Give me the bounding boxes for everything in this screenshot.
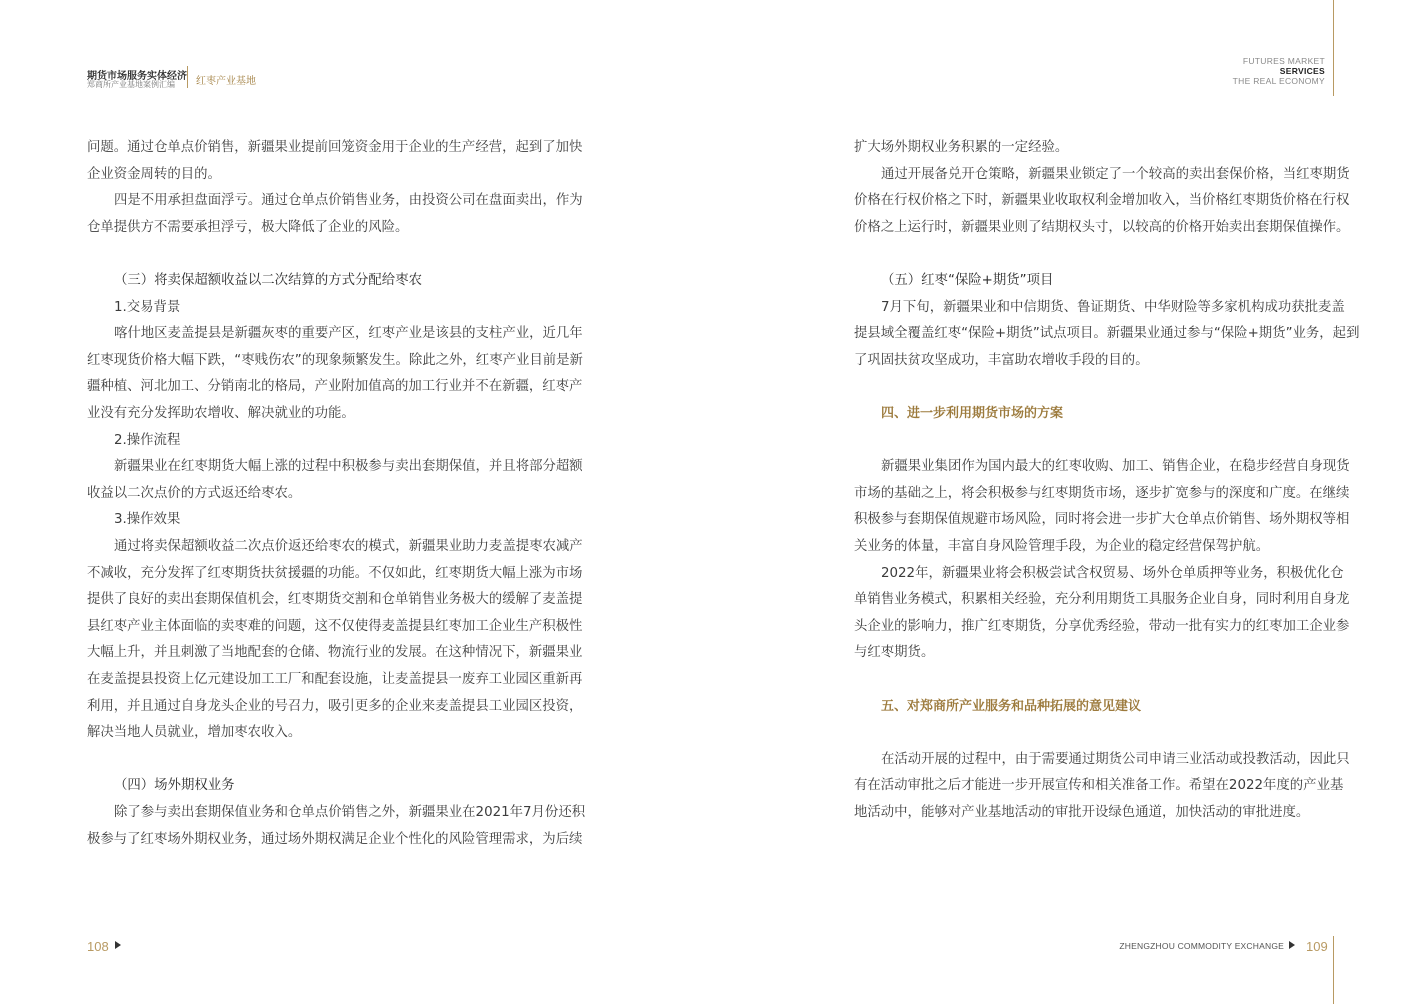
paragraph-line: 红枣现货价格大幅下跌，“枣贱伤农”的现象频繁发生。除此之外，红枣产业目前是新	[87, 353, 583, 368]
section-heading: 四、进一步利用期货市场的方案	[881, 406, 1064, 421]
section-heading: （三）将卖保超额收益以二次结算的方式分配给枣农	[114, 273, 422, 288]
paragraph-line: 四是不用承担盘面浮亏。通过仓单点价销售业务，由投资公司在盘面卖出，作为	[114, 193, 583, 208]
paragraph-line: 不减收，充分发挥了红枣期货扶贫援疆的功能。不仅如此，红枣期货大幅上涨为市场	[87, 566, 583, 581]
paragraph-line: 关业务的体量，丰富自身风险管理手段，为企业的稳定经营保驾护航。	[854, 539, 1270, 554]
paragraph-line: 疆种植、河北加工、分销南北的格局，产业附加值高的加工行业并不在新疆，红枣产	[87, 379, 583, 394]
right-edge-rule-bottom	[1333, 936, 1334, 1004]
paragraph-line: 积极参与套期保值规避市场风险，同时将会进一步扩大仓单点价销售、场外期权等相	[854, 512, 1350, 527]
paragraph-line: 在麦盖提县投资上亿元建设加工工厂和配套设施，让麦盖提县一废弃工业园区重新再	[87, 672, 583, 687]
series-title-line1: FUTURES MARKET	[1242, 56, 1325, 66]
header-divider	[187, 66, 188, 88]
paragraph-line: 新疆果业集团作为国内最大的红枣收购、加工、销售企业，在稳步经营自身现货	[881, 459, 1350, 474]
section-heading: 五、对郑商所产业服务和品种拓展的意见建议	[881, 699, 1142, 714]
series-title-line3: THE REAL ECONOMY	[1232, 76, 1325, 86]
series-title-line2: SERVICES	[1279, 66, 1325, 76]
paragraph-line: 除了参与卖出套期保值业务和仓单点价销售之外，新疆果业在2021年7月份还积	[114, 805, 586, 820]
paragraph-line: 与红枣期货。	[854, 645, 935, 660]
paragraph-line: 喀什地区麦盖提县是新疆灰枣的重要产区，红枣产业是该县的支柱产业，近几年	[114, 326, 583, 341]
paragraph-line: 收益以二次点价的方式返还给枣农。	[87, 486, 302, 501]
book-title: 期货市场服务实体经济	[87, 71, 187, 82]
paragraph-line: 提县域全覆盖红枣“保险+期货”试点项目。新疆果业通过参与“保险+期货”业务，起到	[854, 326, 1360, 341]
paragraph-line: 单销售业务模式，积累相关经验，充分利用期货工具服务企业自身，同时利用自身龙	[854, 592, 1350, 607]
paragraph-line: 2022年，新疆果业将会积极尝试含权贸易、场外仓单质押等业务，积极优化仓	[881, 566, 1344, 581]
paragraph-line: 了巩固扶贫攻坚成功，丰富助农增收手段的目的。	[854, 353, 1149, 368]
paragraph-line: 通过开展备兑开仓策略，新疆果业锁定了一个较高的卖出套保价格，当红枣期货	[881, 167, 1350, 182]
section-label: 红枣产业基地	[196, 76, 256, 87]
paragraph-line: 价格在行权价格之下时，新疆果业收取权利金增加收入，当价格红枣期货价格在行权	[854, 193, 1350, 208]
paragraph-line: 仓单提供方不需要承担浮亏，极大降低了企业的风险。	[87, 220, 409, 235]
paragraph-line: 极参与了红枣场外期权业务，通过场外期权满足企业个性化的风险管理需求，为后续	[87, 832, 583, 847]
paragraph-line: 地活动中，能够对产业基地活动的审批开设绿色通道，加快活动的审批进度。	[854, 805, 1310, 820]
paragraph-line: 业没有充分发挥助农增收、解决就业的功能。	[87, 406, 355, 421]
paragraph-line: 县红枣产业主体面临的卖枣难的问题，这不仅使得麦盖提县红枣加工企业生产积极性	[87, 619, 583, 634]
paragraph-line: 提供了良好的卖出套期保值机会，红枣期货交割和仓单销售业务极大的缓解了麦盖提	[87, 592, 583, 607]
paragraph-line: 1.交易背景	[114, 300, 181, 315]
paragraph-line: 头企业的影响力，推广红枣期货，分享优秀经验，带动一批有实力的红枣加工企业参	[854, 619, 1350, 634]
paragraph-line: 新疆果业在红枣期货大幅上涨的过程中积极参与卖出套期保值，并且将部分超额	[114, 459, 583, 474]
book-subtitle: 郑商所产业基地案例汇编	[87, 80, 175, 89]
right-page-number: 109	[1306, 939, 1328, 954]
paragraph-line: 通过将卖保超额收益二次点价返还给枣农的模式，新疆果业助力麦盖提枣农减产	[114, 539, 583, 554]
paragraph-line: 解决当地人员就业，增加枣农收入。	[87, 725, 302, 740]
paragraph-line: 2.操作流程	[114, 433, 181, 448]
paragraph-line: 利用，并且通过自身龙头企业的号召力，吸引更多的企业来麦盖提县工业园区投资，	[87, 699, 583, 714]
paragraph-line: 价格之上运行时，新疆果业则了结期权头寸，以较高的价格开始卖出套期保值操作。	[854, 220, 1350, 235]
footer-publisher: ZHENGZHOU COMMODITY EXCHANGE	[1119, 941, 1284, 951]
paragraph-line: 7月下旬，新疆果业和中信期货、鲁证期货、中华财险等多家机构成功获批麦盖	[881, 300, 1345, 315]
paragraph-line: 企业资金周转的目的。	[87, 167, 221, 182]
paragraph-line: 大幅上升，并且刺激了当地配套的仓储、物流行业的发展。在这种情况下，新疆果业	[87, 645, 583, 660]
paragraph-line: 3.操作效果	[114, 512, 181, 527]
section-heading: （四）场外期权业务	[114, 778, 235, 793]
section-heading: （五）红枣“保险+期货”项目	[881, 273, 1054, 288]
paragraph-line: 扩大场外期权业务积累的一定经验。	[854, 140, 1069, 155]
right-edge-rule-top	[1333, 0, 1334, 96]
right-arrow-icon	[1289, 941, 1295, 949]
paragraph-line: 在活动开展的过程中，由于需要通过期货公司申请三业活动或投教活动，因此只	[881, 752, 1350, 767]
paragraph-line: 市场的基础之上，将会积极参与红枣期货市场，逐步扩宽参与的深度和广度。在继续	[854, 486, 1350, 501]
paragraph-line: 有在活动审批之后才能进一步开展宣传和相关准备工作。希望在2022年度的产业基	[854, 778, 1344, 793]
paragraph-line: 问题。通过仓单点价销售，新疆果业提前回笼资金用于企业的生产经营，起到了加快	[87, 140, 583, 155]
left-page-number: 108	[87, 939, 109, 954]
left-arrow-icon	[115, 941, 121, 949]
